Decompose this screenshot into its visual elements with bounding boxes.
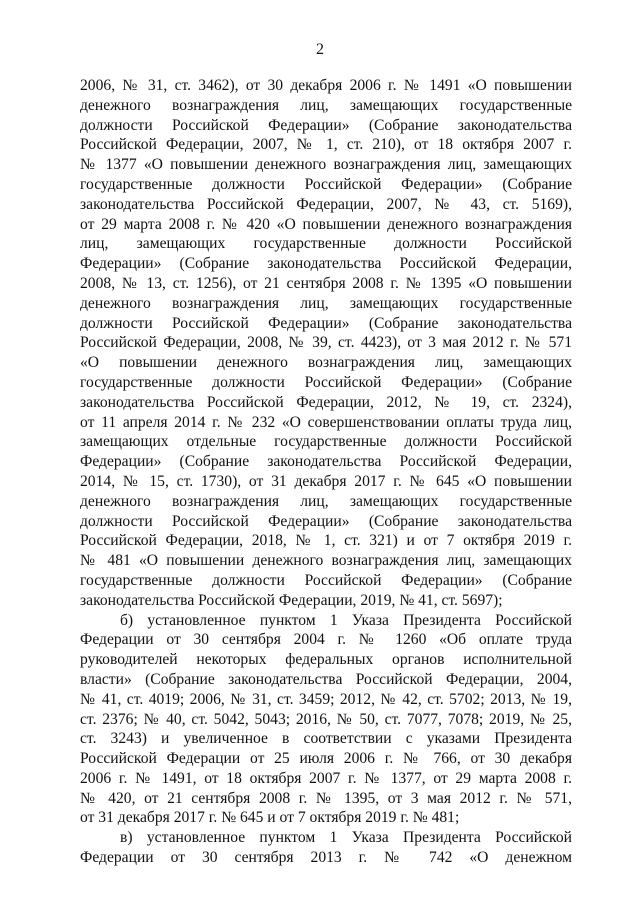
text-line: денежного вознаграждения лиц, замещающих государственные (80, 294, 572, 312)
text-line: № 420, от 21 сентября 2008 г. № 1395, от 3 мая 2012 г. № 571, (80, 789, 572, 807)
text-line: должности Российской Федерации» (Собрание законодательства (80, 116, 572, 134)
text-line: Федерации от 30 сентября 2013 г. № 742 «О денежном (80, 849, 572, 867)
text-line: замещающих отдельные государственные должности Российской (80, 433, 572, 451)
text-line: ст. 3243) и увеличенное в соответствии с указами Президента (80, 730, 572, 748)
text-line: денежного вознаграждения лиц, замещающих государственные (80, 492, 572, 510)
text-line: 2006 г. № 1491, от 18 октября 2007 г. № 1377, от 29 марта 2008 г. (80, 769, 572, 787)
text-line: законодательства Российской Федерации, 2012, № 19, ст. 2324), (80, 393, 572, 411)
text-line: государственные должности Российской Федерации» (Собрание (80, 373, 572, 391)
text-line: № 41, ст. 4019; 2006, № 31, ст. 3459; 2012, № 42, ст. 5702; 2013, № 19, (80, 690, 572, 708)
text-line: от 11 апреля 2014 г. № 232 «О совершенствовании оплаты труда лиц, (80, 413, 572, 431)
page-number: 2 (316, 41, 324, 58)
text-line: должности Российской Федерации» (Собрание законодательства (80, 314, 572, 332)
text-line: законодательства Российской Федерации, 2019, № 41, ст. 5697); (80, 591, 503, 609)
text-line: б) установленное пунктом 1 Указа Президента Российской (120, 611, 572, 629)
text-line: от 31 декабря 2017 г. № 645 и от 7 октября 2019 г. № 481; (80, 809, 460, 827)
text-line: денежного вознаграждения лиц, замещающих государственные (80, 96, 572, 114)
text-line: № 481 «О повышении денежного вознаграждения лиц, замещающих (80, 552, 572, 570)
body-text (80, 76, 572, 868)
text-line: от 29 марта 2008 г. № 420 «О повышении денежного вознаграждения (80, 215, 572, 233)
text-line: руководителей некоторых федеральных органов исполнительной (80, 651, 572, 669)
text-line: власти» (Собрание законодательства Российской Федерации, 2004, (80, 670, 572, 688)
text-line: 2008, № 13, ст. 1256), от 21 сентября 2008 г. № 1395 «О повышении (80, 274, 572, 292)
text-line: государственные должности Российской Федерации» (Собрание (80, 571, 572, 589)
text-line: законодательства Российской Федерации, 2007, № 43, ст. 5169), (80, 195, 572, 213)
text-line: должности Российской Федерации» (Собрание законодательства (80, 512, 572, 530)
text-line: № 1377 «О повышении денежного вознаграждения лиц, замещающих (80, 156, 572, 174)
text-line: 2014, № 15, ст. 1730), от 31 декабря 2017 г. № 645 «О повышении (80, 472, 572, 490)
text-line: Российской Федерации от 25 июля 2006 г. № 766, от 30 декабря (80, 750, 572, 768)
text-line: лиц, замещающих государственные должности Российской (80, 235, 572, 253)
text-line: Федерации» (Собрание законодательства Российской Федерации, (80, 453, 572, 471)
text-line: Российской Федерации, 2007, № 1, ст. 210), от 18 октября 2007 г. (80, 136, 572, 154)
text-line: 2006, № 31, ст. 3462), от 30 декабря 2006 г. № 1491 «О повышении (80, 77, 572, 94)
text-line: в) установленное пунктом 1 Указа Президента Российской (120, 829, 572, 847)
text-line: Федерации» (Собрание законодательства Российской Федерации, (80, 255, 572, 273)
text-line: Российской Федерации, 2018, № 1, ст. 321) и от 7 октября 2019 г. (80, 532, 572, 550)
text-line: Российской Федерации, 2008, № 39, ст. 4423), от 3 мая 2012 г. № 571 (80, 334, 572, 352)
text-line: государственные должности Российской Федерации» (Собрание (80, 175, 572, 193)
text-line: ст. 2376; № 40, ст. 5042, 5043; 2016, № 50, ст. 7077, 7078; 2019, № 25, (80, 710, 572, 728)
text-line: Федерации от 30 сентября 2004 г. № 1260 «Об оплате труда (80, 631, 572, 649)
text-line: «О повышении денежного вознаграждения лиц, замещающих (80, 354, 572, 372)
